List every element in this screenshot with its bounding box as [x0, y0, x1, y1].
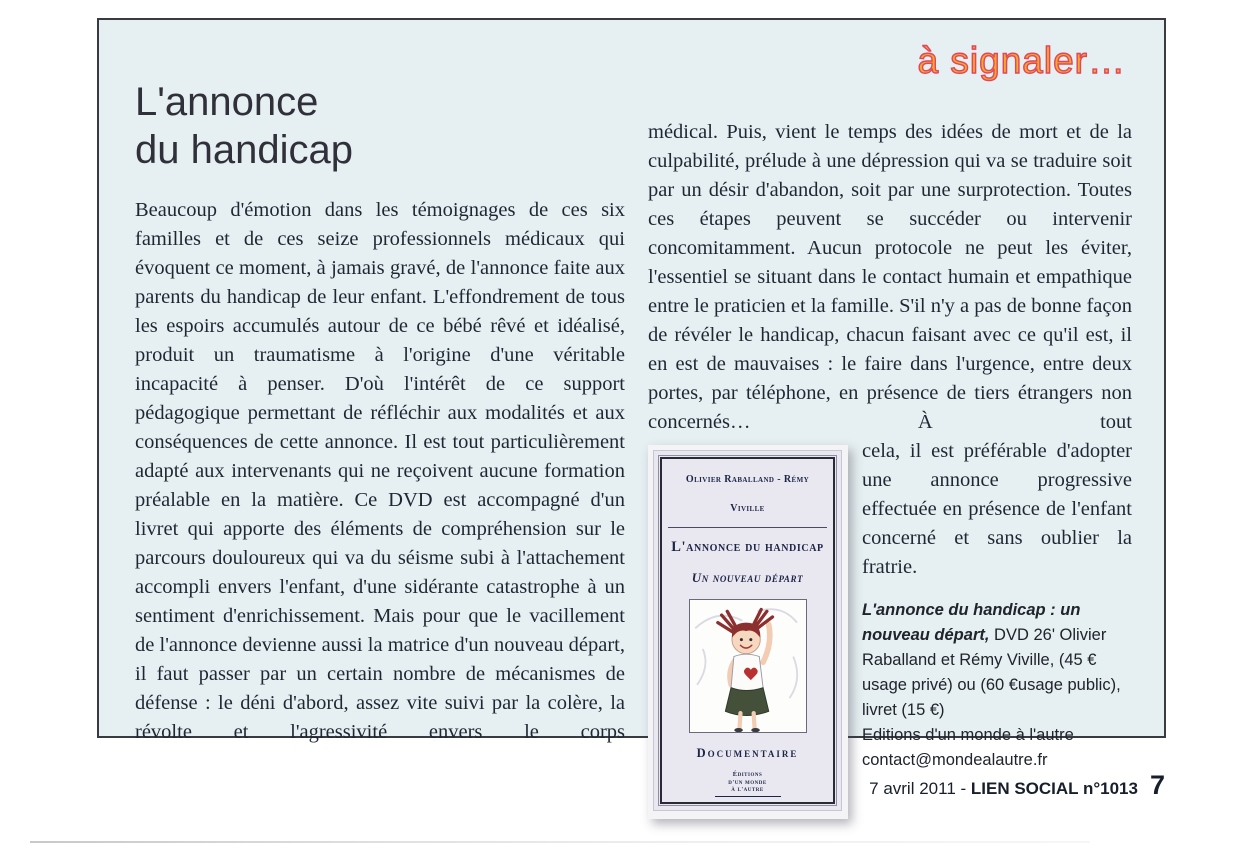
right-column: [648, 118, 1132, 823]
right-column-text-wrap: cela, il est préférable d'adopter une annonce progressive effectuée en présence de l'enfant concerné et sans oublier la fratrie.: [862, 440, 1132, 578]
footer-date: 7 avril 2011 -: [869, 779, 971, 798]
dvd-genre: Documentaire: [696, 746, 799, 760]
page-number: 7: [1149, 770, 1165, 800]
publisher-logo: [715, 771, 781, 797]
left-column-text: Beaucoup d'émotion dans les témoignages de ces six familles et de ces seize professionnels médicaux qui évoquent ce moment, à jamais gravé, de l'annonce faite aux parents du handicap de leur enfant. L'effondrement de tous les espoirs accumulés autour de ce bébé rêvé et idéalisé, produit un traumatisme à l'origine d'une véritable incapacité à penser. D'où l'intérêt de ce support pédagogique permettant de réfléchir aux modalités et aux conséquences de cette annonce. Il est tout particulièrement adapté aux intervenants qui ne reçoivent aucune formation préalable en la matière. Ce DVD est accompagné d'un livret qui apporte des éléments de compréhension sur le parcours douloureux qui va du séisme subi à l'attachement accompli envers l'enfant, d'une sidérante catastrophe à un sentiment d'enrichissement. Mais pour que le vacillement de l'annonce devienne aussi la matrice d'un nouveau départ, il faut passer par un certain nombre de mécanismes de défense : le déni d'abord, assez vite suivi par la colère, la révolte et l'agressivité envers le corps: [135, 199, 625, 743]
dvd-subtitle: Un nouveau départ: [691, 570, 804, 585]
caption-details: DVD 26' Olivier Raballand et Rémy Viville, (45 € usage privé) ou (60 €usage public), livret (15 €): [862, 626, 1121, 719]
caption-contact: contact@mondealautre.fr: [862, 751, 1048, 769]
dvd-reference-caption: [862, 598, 1132, 773]
section-label: à signaler…: [917, 40, 1126, 81]
dvd-cover-frame: [660, 457, 835, 804]
article-title: [135, 78, 353, 174]
article-title-line2: du handicap: [135, 128, 353, 172]
child-illustration: [689, 599, 807, 733]
page-footer: [869, 770, 1165, 801]
dvd-case-photo: [648, 445, 848, 819]
scan-edge-artifact: [30, 841, 1090, 843]
publisher-line3: à l'autre: [731, 786, 764, 793]
publisher-line1: Éditions: [732, 771, 763, 778]
right-column-text-top: médical. Puis, vient le temps des idées de mort et de la culpabilité, prélude à une dépression qui va se traduire soit par un désir d'abandon, soit par une surprotection. Toutes ces étapes peuvent se succéder ou intervenir concomitamment. Aucun protocole ne peut les éviter, l'essentiel se situant dans le contact humain et empathique entre le praticien et la famille. S'il n'y a pas de bonne façon de révéler le handicap, chacun faisant avec ce qu'il est, il en est de mauvaises : le faire dans l'urgence, entre deux portes, par téléphone, en présence de tiers étrangers non concernés… À tout: [648, 121, 1132, 433]
caption-publisher: Editions d'un monde à l'autre: [862, 726, 1074, 744]
dvd-title: L'annonce du handicap: [671, 539, 824, 555]
footer-journal-name: LIEN SOCIAL n°1013: [970, 779, 1138, 798]
article-title-line1: L'annonce: [135, 80, 319, 124]
caption-title: L'annonce du handicap : un nouveau départ,: [862, 601, 1081, 644]
dvd-authors: Olivier Raballand - Rémy Viville: [668, 465, 827, 528]
publisher-line2: d'un monde: [728, 778, 767, 786]
dvd-cover: [653, 450, 842, 811]
